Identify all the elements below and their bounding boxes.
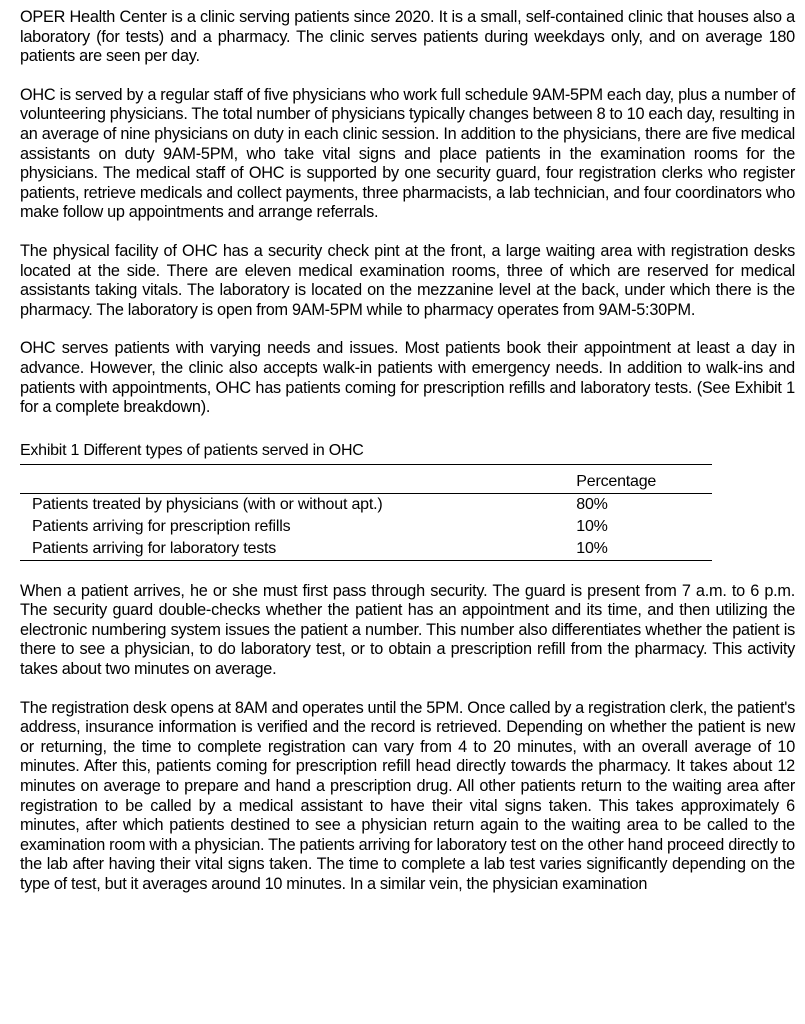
row-percentage: 80% [576, 495, 608, 513]
row-label: Patients arriving for prescription refills [32, 517, 291, 535]
document-page [20, 8, 795, 895]
table-row [20, 516, 712, 538]
paragraph-intro: OPER Health Center is a clinic serving patients since 2020. It is a small, self-contained clinic that houses also a laboratory (for tests) and a pharmacy. The clinic serves patients during weekdays only, and on average 180 patients are seen per day. [20, 8, 795, 66]
paragraph-facility: The physical facility of OHC has a security check pint at the front, a large waiting area with registration desks located at the side. There are eleven medical examination rooms, three of which are reserved for medical assistants taking vitals. The laboratory is located on the mezzanine level at the back, under which there is the pharmacy. The laboratory is open from 9AM-5PM while to pharmacy operates from 9AM-5:30PM. [20, 241, 795, 319]
paragraph-security: When a patient arrives, he or she must first pass through security. The guard is present from 7 a.m. to 6 p.m. The security guard double-checks whether the patient has an appointment and its time, and then utilizing the electronic numbering system issues the patient a number. This number also differentiates whether the patient is there to see a physician, to do laboratory test, or to obtain a prescription refill from the pharmacy. This activity takes about two minutes on average. [20, 581, 795, 679]
table-row [20, 538, 712, 561]
row-label: Patients treated by physicians (with or without apt.) [32, 495, 383, 513]
header-label-cell [20, 465, 576, 494]
exhibit-1 [20, 441, 712, 561]
paragraph-registration: The registration desk opens at 8AM and operates until the 5PM. Once called by a registration clerk, the patient's address, insurance information is verified and the record is retrieved. Depending on whether the patient is new or returning, the time to complete registration can vary from 4 to 20 minutes, with an overall average of 10 minutes. After this, patients coming for prescription refill head directly towards the pharmacy. It takes about 12 minutes on average to prepare and hand a prescription drug. All other patients return to the waiting area after registration to be called by a medical assistant to have their vital signs taken. This takes approximately 6 minutes, after which patients destined to see a physician return again to the waiting area to be called to the examination room with a physician. The patients arriving for laboratory test on the other hand proceed directly to the lab after having their vital signs taken. The time to complete a lab test varies significantly depending on the type of test, but it averages around 10 minutes. In a similar vein, the physician examination [20, 698, 795, 893]
header-percentage-cell: Percentage [576, 465, 712, 494]
table-row [20, 493, 712, 516]
row-percentage: 10% [576, 517, 608, 535]
table-header-row [20, 465, 712, 494]
paragraph-staff: OHC is served by a regular staff of five physicians who work full schedule 9AM-5PM each day, plus a number of volunteering physicians. The total number of physicians typically changes between 8 to 10 each day, resulting in an average of nine physicians on duty in each clinic session. In addition to the physicians, there are five medical assistants on duty 9AM-5PM, who take vital signs and place patients in the examination rooms for the physicians. The medical staff of OHC is supported by one security guard, four registration clerks who register patients, retrieve medicals and collect payments, three pharmacists, a lab technician, and four coordinators who make follow up appointments and arrange referrals. [20, 85, 795, 222]
row-percentage: 10% [576, 538, 712, 561]
paragraph-patients: OHC serves patients with varying needs and issues. Most patients book their appointment at least a day in advance. However, the clinic also accepts walk-in patients with emergency needs. In addition to walk-ins and patients with appointments, OHC has patients coming for prescription refills and laboratory tests. (See Exhibit 1 for a complete breakdown). [20, 339, 795, 417]
exhibit-title: Exhibit 1 Different types of patients served in OHC [20, 441, 712, 465]
exhibit-table [20, 465, 712, 561]
row-label: Patients arriving for laboratory tests [20, 538, 576, 561]
